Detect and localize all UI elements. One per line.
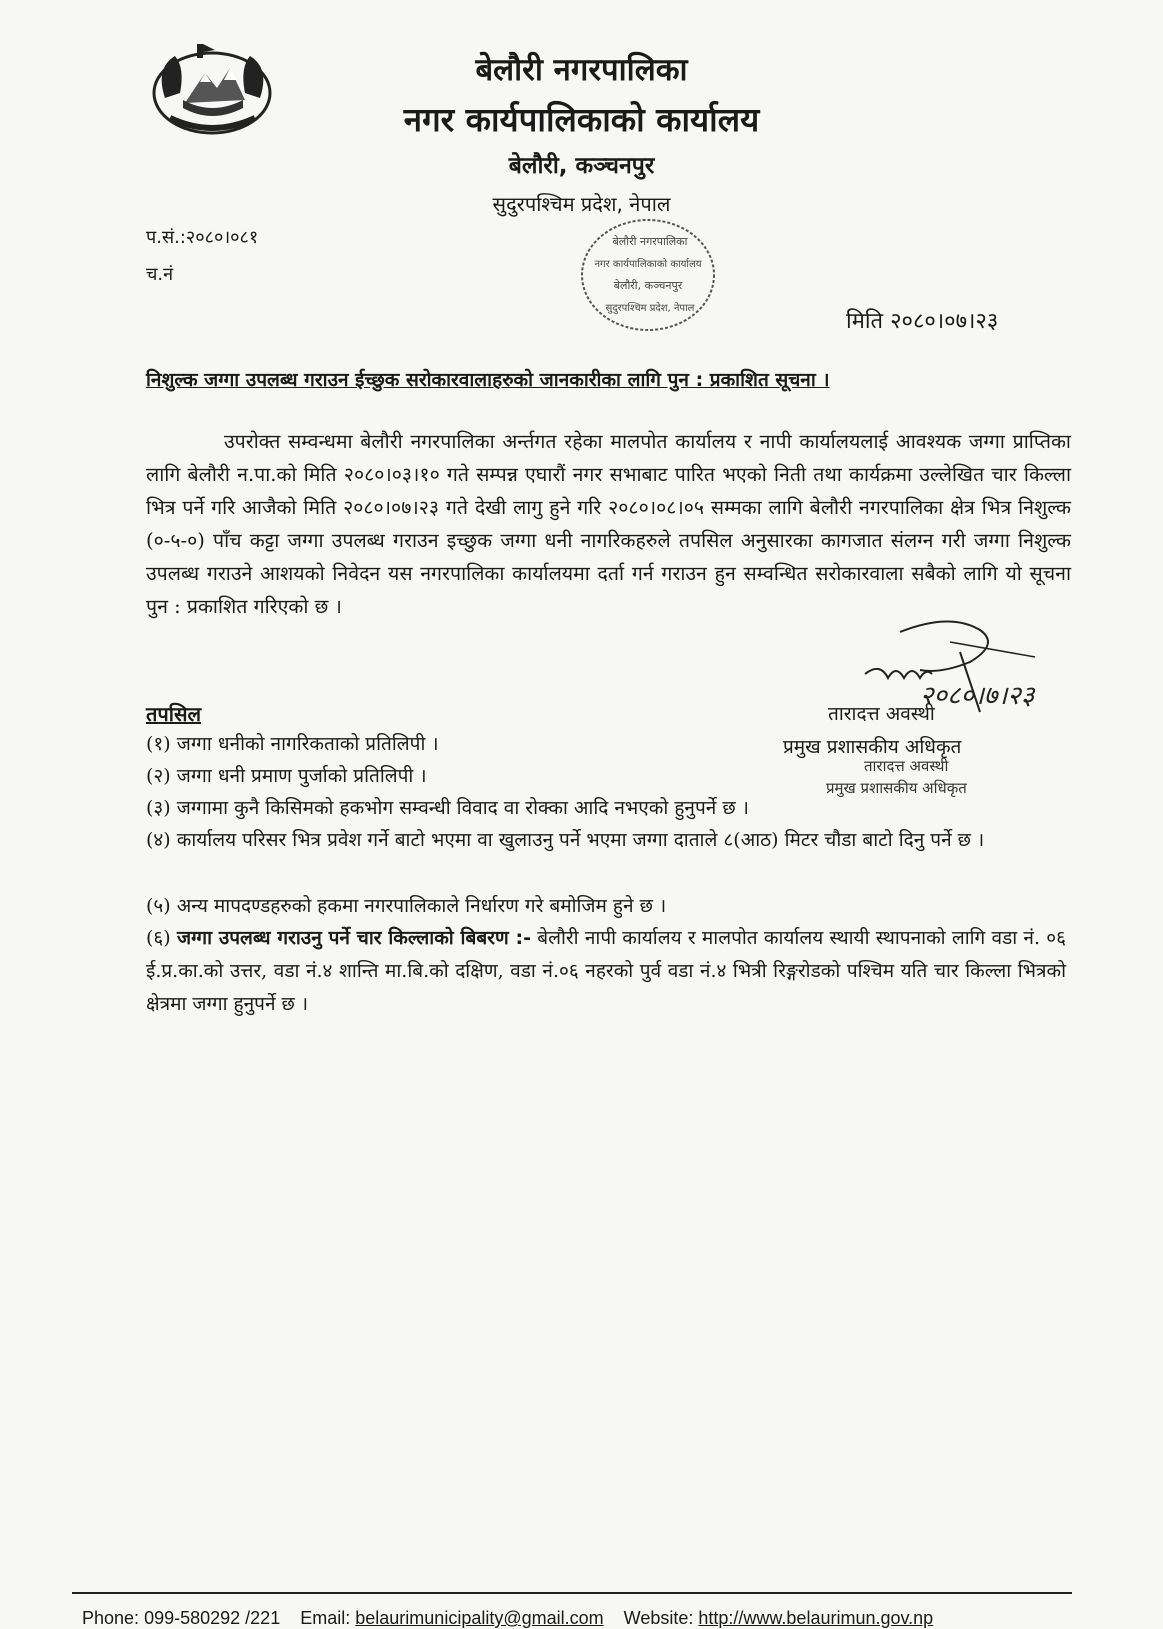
footer-divider [72,1592,1072,1594]
notice-body: उपरोक्त सम्वन्धमा बेलौरी नगरपालिका अर्न्तगत रहेका मालपोत कार्यालय र नापी कार्यालयलाई आवश्यक जग्गा प्राप्तिका लागि बेलौरी न.पा.को मिति २०८०।०३।१० गते सम्पन्न एघारौं नगर सभाबाट पारित भएको निती तथा कार्यक्रमा उल्लेखित चार किल्ला भित्र पर्ने गरि आजैको मिति २०८०।०७।२३ गते देखी लागु हुने गरि २०८०।०८।०५ सम्मका लागि बेलौरी नगरपालिका क्षेत्र भित्र निशुल्क (०-५-०) पाँच कट्टा जग्गा उपलब्ध गराउन इच्छुक जग्गा धनी नागरिकहरुले तपसिल अनुसारका कागजात संलग्न गरी जग्गा निशुल्क उपलब्ध गराउने आशयको निवेदन यस नगरपालिका कार्यालयमा दर्ता गर्न गराउन हुन सम्वन्धित सरोकारवाला सबैको लागि यो सूचना पुन : प्रकाशित गरिएको छ । [146,430,1071,618]
dispatch-number: च.नं [146,264,174,285]
email-label: Email: [300,1608,351,1628]
item6-prefix: (६) [146,927,177,949]
office-province: सुदुरपश्चिम प्रदेश, नेपाल [492,192,671,216]
signature-date: २०८०।७।२३ [920,681,1035,711]
phone-number: 099-580292 /221 [144,1608,281,1628]
item6-rest: बेलौरी नापी कार्यालय र मालपोत कार्यालय स्थायी स्थापनाको लागि वडा नं. ०६ ई.प्र.का.को उत्तर, वडा नं.४ शान्ति मा.बि.को दक्षिण, वडा नं.०६ नहरको पुर्व वडा नं.४ भित्री रिङ्गरोडको पश्चिम यति चार किल्ला भित्रको क्षेत्रमा जग्गा हुनुपर्ने छ । [146,927,1067,1015]
stamp-line-4: सुदुरपश्चिम प्रदेश, नेपाल [605,303,695,314]
office-name: नगर कार्यपालिकाको कार्यालय [403,100,760,139]
email-link[interactable]: belaurimunicipality@gmail.com [355,1608,604,1628]
footer-contact [82,1608,933,1629]
signatory-name: तारादत्त अवस्थी [828,703,935,725]
website-link[interactable]: http://www.belaurimun.gov.np [698,1608,934,1628]
stamp-line-1: बेलौरी नगरपालिका [612,235,688,248]
seal-title: प्रमुख प्रशासकीय अधिकृत [826,779,967,797]
item6-bold: जग्गा उपलब्ध गराउनु पर्ने चार किल्लाको बिबरण :- [176,927,531,949]
reference-number: प.सं.:२०८०।०८१ [146,227,259,248]
signatory-title: प्रमुख प्रशासकीय अधिकृत [783,736,962,758]
website-label: Website: [623,1608,694,1628]
municipality-name: बेलौरी नगरपालिका [475,52,688,88]
tapasil-item: (४) कार्यालय परिसर भित्र प्रवेश गर्ने बाटो भएमा वा खुलाउनु पर्ने भएमा जग्गा दाताले ८(आठ) मिटर चौडा बाटो दिनु पर्ने छ । [146,829,985,851]
office-location: बेलौरी, कञ्चनपुर [508,153,655,179]
tapasil-item: (३) जग्गामा कुनै किसिमको हकभोग सम्वन्धी विवाद वा रोक्का आदि नभएको हुनुपर्ने छ । [146,797,749,819]
seal-name: तारादत्त अवस्थी [864,757,949,775]
stamp-line-2: नगर कार्यपालिकाको कार्यालय [594,259,702,270]
phone-label: Phone: [82,1608,140,1628]
stamp-line-3: बेलौरी, कञ्चनपुर [613,279,683,292]
notice-subject: निशुल्क जग्गा उपलब्ध गराउन ईच्छुक सरोकारवालाहरुको जानकारीका लागि पुन : प्रकाशित सूचना । [146,369,830,391]
office-stamp [578,215,718,335]
tapasil-heading: तपसिल [146,702,202,726]
tapasil-item: (२) जग्गा धनी प्रमाण पुर्जाको प्रतिलिपी । [146,765,427,787]
tapasil-item: (५) अन्य मापदण्डहरुको हकमा नगरपालिकाले निर्धारण गरे बमोजिम हुने छ । [146,895,667,917]
notice-date: मिति २०८०।०७।२३ [846,309,999,334]
tapasil-item: (१) जग्गा धनीको नागरिकताको प्रतिलिपी । [146,733,439,755]
tapasil-item-6 [146,922,1066,1021]
